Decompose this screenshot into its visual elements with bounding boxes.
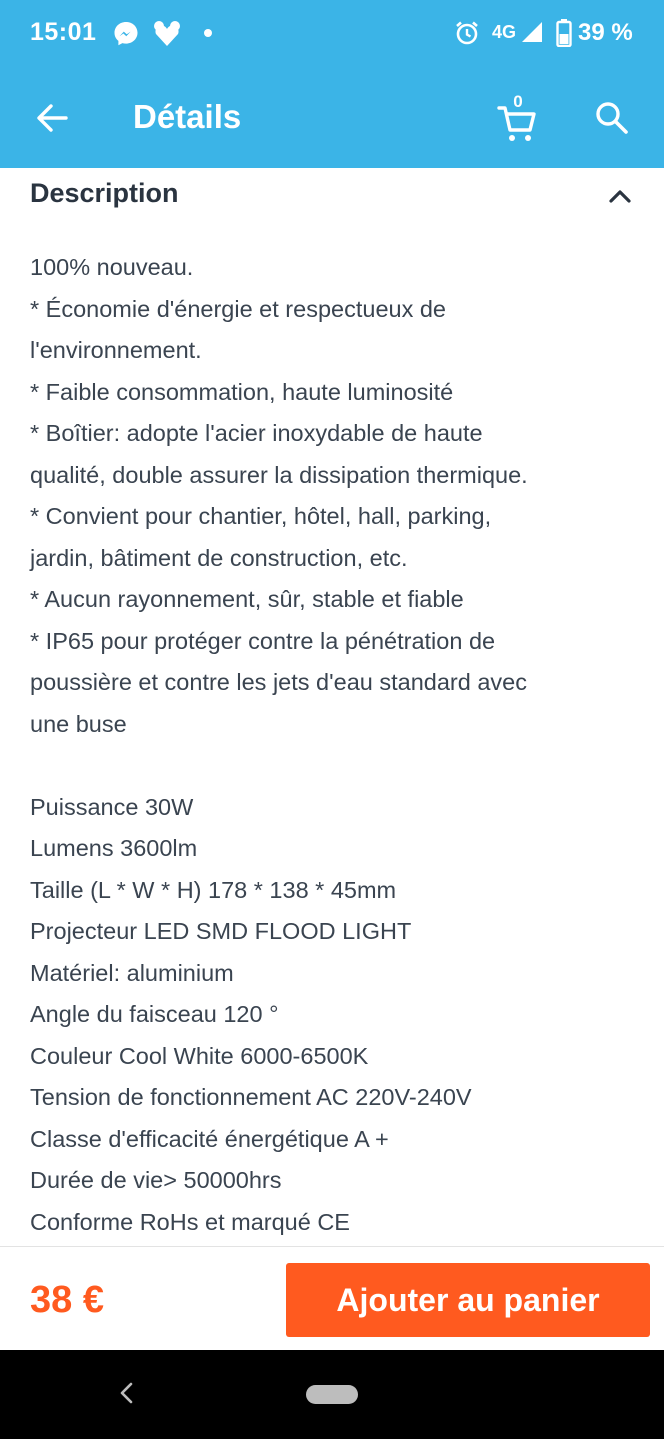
- description-line: * Aucun rayonnement, sûr, stable et fiable: [30, 586, 464, 612]
- status-bar: [0, 0, 664, 68]
- description-line: une buse: [30, 710, 127, 737]
- description-line: Matériel: aluminium: [30, 959, 234, 986]
- description-line: poussière et contre les jets d'eau standard avec: [30, 669, 527, 695]
- battery-level: 39 %: [578, 19, 633, 46]
- search-button[interactable]: [584, 90, 640, 146]
- price: 38 €: [30, 1279, 104, 1321]
- description-line: Classe d'efficacité énergétique A +: [30, 1125, 389, 1152]
- nav-home-pill[interactable]: [306, 1385, 358, 1404]
- description-line: Tension de fonctionnement AC 220V-240V: [30, 1084, 472, 1110]
- description-line: Puissance 30W: [30, 793, 194, 820]
- nav-back-icon[interactable]: [112, 1378, 142, 1408]
- alarm-icon: [454, 20, 480, 51]
- description-line: l'environnement.: [30, 337, 202, 363]
- messenger-icon: [112, 20, 140, 53]
- description-line: Conforme RoHs et marqué CE: [30, 1208, 350, 1235]
- search-icon: [594, 100, 630, 136]
- description-line: qualité, double assurer la dissipation thermique.: [30, 461, 528, 488]
- cart-icon: [496, 100, 540, 144]
- description-line: Taille (L * W * H) 178 * 138 * 45mm: [30, 876, 397, 903]
- description-line: Couleur Cool White 6000-6500K: [30, 1042, 369, 1069]
- description-line: 100% nouveau.: [30, 254, 194, 280]
- description-section-header[interactable]: [0, 168, 664, 224]
- description-text: [30, 247, 640, 1243]
- description-line: jardin, bâtiment de construction, etc.: [30, 544, 408, 571]
- arrow-left-icon: [35, 101, 69, 135]
- add-to-cart-button[interactable]: Ajouter au panier: [286, 1263, 650, 1337]
- app-bar: [0, 68, 664, 168]
- top-bar: [0, 0, 664, 168]
- description-line: * IP65 pour protéger contre la pénétration de: [30, 627, 496, 654]
- back-button[interactable]: [24, 90, 80, 146]
- cart-button[interactable]: [490, 88, 546, 148]
- network-type: 4G: [492, 22, 517, 42]
- heart-app-icon: [152, 20, 182, 53]
- bottom-bar: [0, 1246, 664, 1350]
- description-line: * Économie d'énergie et respectueux de: [30, 295, 447, 322]
- section-title: Description: [30, 178, 179, 208]
- description-line: Projecteur LED SMD FLOOD LIGHT: [30, 918, 412, 944]
- signal-icon: [520, 20, 544, 49]
- page-title: Détails: [133, 98, 242, 135]
- chevron-up-icon[interactable]: [604, 180, 636, 212]
- cart-count-badge: 0: [513, 92, 523, 111]
- system-navigation-bar: [0, 1350, 664, 1439]
- description-line: * Convient pour chantier, hôtel, hall, parking,: [30, 503, 492, 529]
- description-line: [30, 745, 640, 787]
- battery-icon: [556, 19, 572, 52]
- description-line: * Faible consommation, haute luminosité: [30, 378, 454, 405]
- notification-dot-icon: [204, 29, 212, 37]
- description-line: Durée de vie> 50000hrs: [30, 1167, 282, 1193]
- description-line: Lumens 3600lm: [30, 835, 198, 861]
- status-time: 15:01: [30, 18, 97, 46]
- description-line: Angle du faisceau 120 °: [30, 1001, 279, 1027]
- description-line: * Boîtier: adopte l'acier inoxydable de haute: [30, 420, 483, 446]
